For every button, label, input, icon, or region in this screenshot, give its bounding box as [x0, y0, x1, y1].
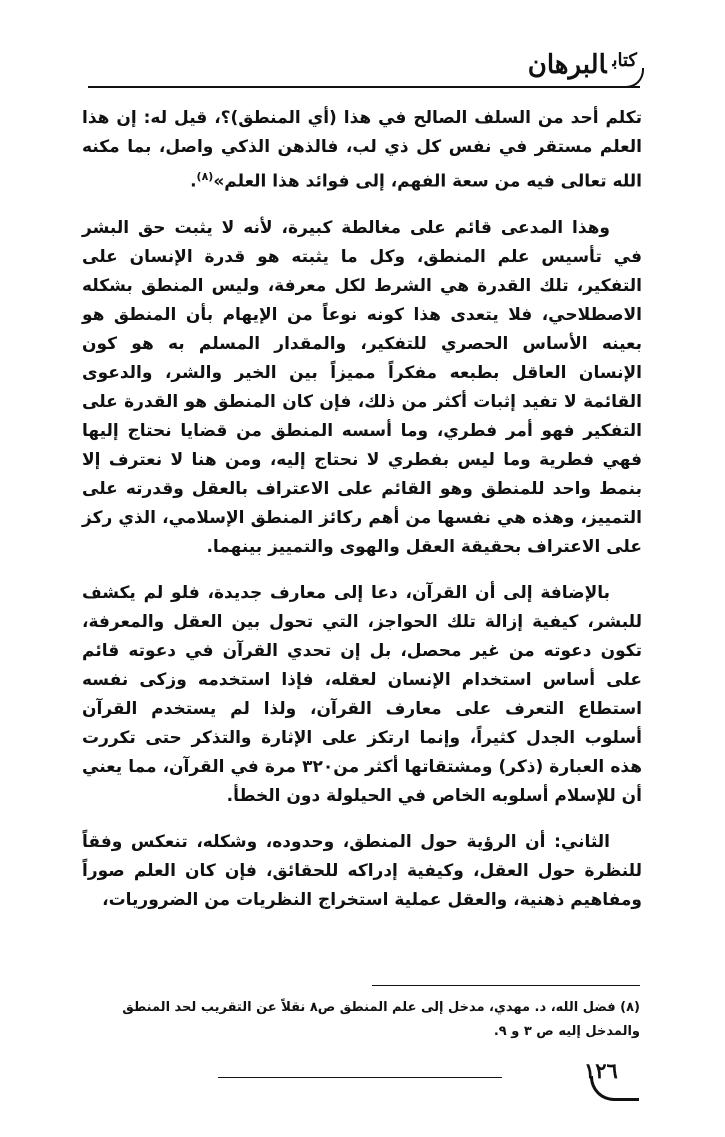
header-rule [88, 86, 640, 88]
header-swash-ornament [598, 68, 644, 88]
footnote-text: فضل الله، د. مهدي، مدخل إلى علم المنطق ص٨ نقلاً عن التقريب لحد المنطق والمدخل إليه ص ٣ و ٩. [122, 1000, 640, 1039]
paragraph-4: الثاني: أن الرؤية حول المنطق، وحدوده، وشكله، تنعكس وفقاً للنظرة حول العقل، وكيفية إدراكه للحقائق، فإن كان العلم صوراً ومفاهيم ذهنية، والعقل عملية استخراج النظريات من الضروريات، [82, 831, 642, 910]
footer-rule [218, 1077, 502, 1078]
body-text [82, 104, 642, 932]
paragraph-1 [82, 104, 642, 197]
page-number-ornament [590, 1076, 639, 1101]
footnote-reference: (٨) [196, 170, 214, 183]
paragraph-2: وهذا المدعى قائم على مغالطة كبيرة، لأنه لا يثبت حق البشر في تأسيس علم المنطق، وكل ما يثبته هو قدرة الإنسان على التفكير، تلك القدرة هي الشرط لكل معرفة، وليس المنطق بشكله الاصطلاحي، فلا يتعدى هذا كونه نوعاً من الإيهام بأن المنطق هو بعينه الأساس الحصري للتفكير، والمقدار المسلم به هو كون الإنسان العاقل بطبعه مفكراً مميزاً بين الخير والشر، والدعوى القائمة لا تفيد إثبات أكثر من ذلك، فإن كان المنطق هو القدرة على التفكير فهو أمر فطري، وما أسسه المنطق من قضايا نحتاج إليها فهي فطرية وما ليس بفطري لا نحتاج إليه، ومن هنا لا نعترف إلا بنمط واحد للمنطق وهو القائم على الاعتراف بالعقل وقدرته على التمييز، وهذه هي نفسها من أهم ركائز المنطق الإسلامي، الذي ركز على الاعتراف بحقيقة العقل والهوى والتمييز بينهما. [82, 217, 642, 557]
paragraph-1-tail: . [190, 171, 197, 192]
page-number: ١٢٦ [584, 1058, 618, 1083]
paragraph-1-text: تكلم أحد من السلف الصالح في هذا (أي المنطق)؟، قيل له: إن هذا العلم مستقر في نفس كل ذي لب، فالذهن الذكي واصل، بما مكنه الله تعالى فيه من سعة الفهم، إلى فوائد هذا العلم» [82, 108, 642, 192]
footnote-rule [372, 985, 640, 986]
book-title: البرهان [527, 50, 607, 80]
book-title-prefix: كتاب [612, 50, 637, 71]
footnote [84, 996, 640, 1044]
footnote-marker: (٨) [620, 1000, 640, 1015]
paragraph-3: بالإضافة إلى أن القرآن، دعا إلى معارف جديدة، فلو لم يكشف للبشر، كيفية إزالة تلك الحواجز، التي تحول بين العقل والمعرفة، تكون دعوته من غير محصل، بل إن تحدي القرآن في دعوته قائم على أساس استخدام الإنسان لعقله، فإذا استخدمه وزكى نفسه استطاع التعرف على معارف القرآن، ولذا لم يستخدم القرآن أسلوب الجدل كثيراً، وإنما ارتكز على الإثارة والتذكر حتى تكررت هذه العبارة (ذكر) ومشتقاتها أكثر من٣٢٠ مرة في القرآن، مما يعني أن للإسلام أسلوبه الخاص في الحيلولة دون الخطأ. [82, 582, 642, 806]
